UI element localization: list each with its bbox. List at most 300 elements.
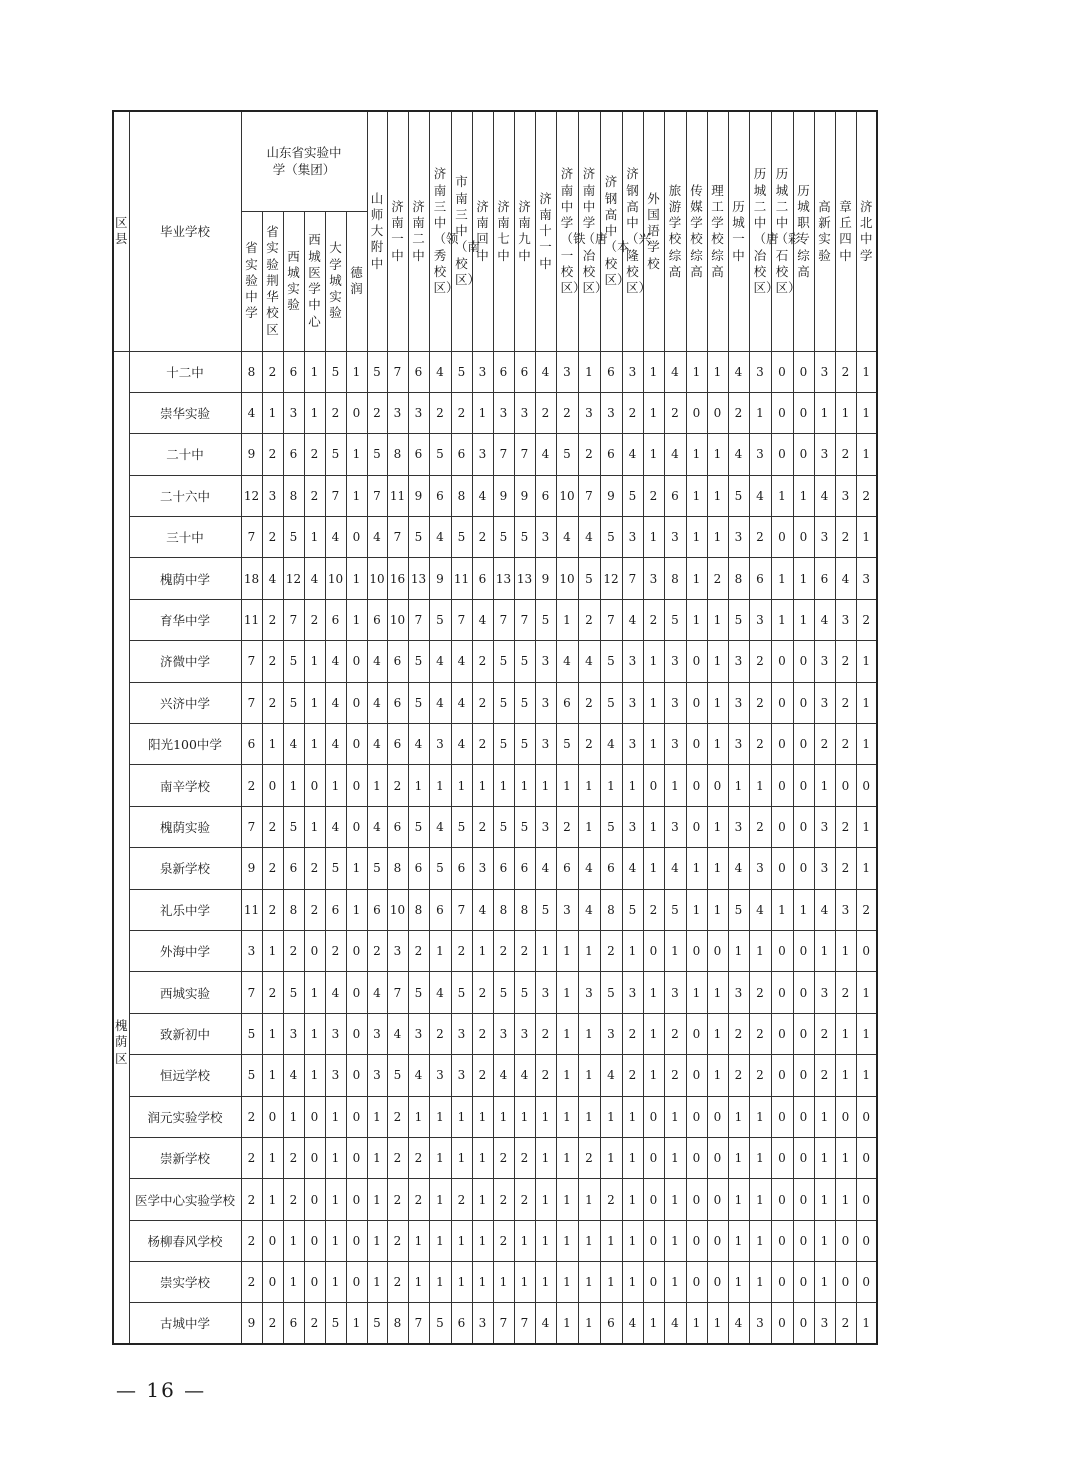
quota-cell: 4: [429, 972, 451, 1013]
group-header-label: 山东省实验中学（集团）: [266, 145, 342, 178]
quota-cell: 4: [325, 724, 346, 765]
quota-cell: 5: [429, 599, 451, 640]
quota-cell: 4: [367, 682, 387, 723]
quota-cell: 3: [535, 972, 556, 1013]
quota-cell: 6: [408, 351, 429, 392]
quota-cell: 3: [578, 972, 600, 1013]
quota-cell: 2: [451, 930, 472, 971]
quota-cell: 1: [283, 1220, 304, 1261]
quota-cell: 4: [472, 475, 493, 516]
quota-cell: 3: [814, 641, 835, 682]
column-header: [387, 111, 408, 351]
quota-cell: 1: [643, 434, 664, 475]
quota-cell: 1: [643, 392, 664, 433]
quota-cell: 1: [346, 599, 367, 640]
table-row: [113, 806, 877, 847]
quota-cell: 0: [771, 1137, 793, 1178]
quota-cell: 1: [472, 1220, 493, 1261]
quota-cell: 3: [325, 1013, 346, 1054]
quota-cell: 3: [472, 434, 493, 475]
quota-cell: 5: [408, 682, 429, 723]
quota-cell: 5: [367, 351, 387, 392]
quota-cell: 5: [600, 682, 622, 723]
quota-cell: 1: [346, 475, 367, 516]
quota-cell: 3: [493, 392, 514, 433]
quota-cell: 7: [408, 1303, 429, 1344]
quota-cell: 0: [707, 930, 728, 971]
quota-cell: 1: [814, 930, 835, 971]
column-header: [367, 111, 387, 351]
quota-cell: 2: [472, 806, 493, 847]
school-name-cell: 崇新学校: [129, 1137, 241, 1178]
column-header-label: 济南回中: [476, 198, 489, 263]
quota-cell: 0: [856, 1096, 877, 1137]
quota-cell: 5: [600, 806, 622, 847]
quota-cell: 2: [535, 1013, 556, 1054]
school-name-cell: 三十中: [129, 517, 241, 558]
quota-cell: 0: [771, 1179, 793, 1220]
quota-cell: 10: [556, 558, 578, 599]
quota-cell: 0: [686, 806, 707, 847]
column-header: [749, 111, 779, 351]
quota-cell: 1: [771, 475, 793, 516]
quota-cell: 1: [749, 930, 771, 971]
quota-cell: 18: [241, 558, 262, 599]
quota-cell: 3: [814, 848, 835, 889]
quota-cell: 1: [429, 1137, 451, 1178]
quota-cell: 7: [241, 972, 262, 1013]
quota-cell: 1: [451, 1096, 472, 1137]
quota-cell: 1: [556, 1179, 578, 1220]
quota-cell: 4: [556, 641, 578, 682]
quota-cell: 3: [283, 1013, 304, 1054]
quota-cell: 0: [835, 1262, 856, 1303]
quota-cell: 3: [262, 475, 283, 516]
quota-cell: 3: [622, 351, 643, 392]
quota-cell: 1: [262, 392, 283, 433]
quota-cell: 4: [367, 972, 387, 1013]
quota-cell: 5: [325, 351, 346, 392]
quota-cell: 1: [835, 930, 856, 971]
quota-cell: 0: [856, 1262, 877, 1303]
quota-cell: 0: [262, 765, 283, 806]
quota-cell: 1: [472, 1262, 493, 1303]
quota-cell: 1: [408, 1096, 429, 1137]
quota-cell: 1: [643, 724, 664, 765]
quota-cell: 1: [451, 1220, 472, 1261]
quota-cell: 1: [643, 806, 664, 847]
quota-cell: 1: [556, 599, 578, 640]
quota-cell: 2: [535, 1055, 556, 1096]
table-row: [113, 392, 877, 433]
quota-cell: 1: [664, 930, 686, 971]
quota-cell: 3: [814, 1303, 835, 1344]
quota-cell: 0: [793, 1179, 814, 1220]
quota-cell: 0: [346, 392, 367, 433]
quota-cell: 2: [429, 392, 451, 433]
quota-cell: 2: [835, 434, 856, 475]
school-header-label: 毕业学校: [159, 224, 210, 240]
quota-cell: 4: [283, 1055, 304, 1096]
quota-cell: 6: [367, 889, 387, 930]
quota-cell: 2: [472, 682, 493, 723]
quota-cell: 2: [814, 1013, 835, 1054]
quota-cell: 2: [472, 1055, 493, 1096]
quota-cell: 2: [325, 930, 346, 971]
quota-cell: 0: [643, 1262, 664, 1303]
quota-cell: 1: [686, 434, 707, 475]
quota-cell: 1: [622, 930, 643, 971]
quota-cell: 0: [707, 1137, 728, 1178]
quota-cell: 0: [346, 641, 367, 682]
quota-cell: 2: [472, 517, 493, 558]
column-header-label: 济南一中: [391, 198, 404, 263]
quota-cell: 12: [600, 558, 622, 599]
quota-cell: 6: [493, 848, 514, 889]
quota-cell: 3: [728, 972, 749, 1013]
quota-cell: 1: [578, 1055, 600, 1096]
school-name-cell: 杨柳春风学校: [129, 1220, 241, 1261]
quota-cell: 9: [241, 434, 262, 475]
quota-cell: 2: [262, 848, 283, 889]
quota-cell: 2: [749, 517, 771, 558]
quota-cell: 2: [578, 1137, 600, 1178]
quota-cell: 1: [514, 1262, 535, 1303]
quota-cell: 1: [493, 1262, 514, 1303]
quota-cell: 1: [856, 351, 877, 392]
quota-cell: 0: [771, 517, 793, 558]
quota-cell: 0: [793, 765, 814, 806]
quota-cell: 6: [429, 889, 451, 930]
quota-cell: 4: [600, 1055, 622, 1096]
quota-cell: 1: [856, 806, 877, 847]
quota-cell: 2: [493, 1220, 514, 1261]
quota-cell: 5: [622, 475, 643, 516]
quota-cell: 5: [578, 558, 600, 599]
quota-cell: 0: [346, 806, 367, 847]
quota-cell: 1: [578, 1013, 600, 1054]
quota-cell: 1: [578, 351, 600, 392]
quota-cell: 2: [835, 972, 856, 1013]
quota-cell: 2: [262, 434, 283, 475]
quota-cell: 1: [578, 1262, 600, 1303]
column-header-label: 历城职专综高: [797, 182, 810, 279]
column-header: [451, 111, 480, 351]
quota-cell: 1: [262, 724, 283, 765]
quota-cell: 0: [707, 765, 728, 806]
quota-cell: 3: [814, 351, 835, 392]
quota-cell: 3: [556, 351, 578, 392]
column-header-label: 历城一中: [732, 198, 745, 263]
quota-cell: 5: [283, 517, 304, 558]
quota-cell: 6: [387, 806, 408, 847]
quota-cell: 4: [325, 641, 346, 682]
column-header-label: 济南中学（唐冶校区）: [582, 166, 608, 295]
quota-cell: 2: [387, 1220, 408, 1261]
quota-cell: 5: [451, 351, 472, 392]
quota-cell: 3: [728, 724, 749, 765]
table-row: [113, 765, 877, 806]
group-subcolumn-header: [283, 211, 304, 351]
quota-cell: 2: [304, 889, 325, 930]
quota-cell: 2: [472, 972, 493, 1013]
quota-cell: 2: [262, 889, 283, 930]
quota-cell: 4: [664, 434, 686, 475]
quota-cell: 7: [514, 1303, 535, 1344]
table-row: [113, 641, 877, 682]
quota-cell: 1: [408, 1220, 429, 1261]
quota-cell: 13: [493, 558, 514, 599]
quota-cell: 4: [367, 517, 387, 558]
quota-cell: 2: [367, 392, 387, 433]
quota-cell: 2: [262, 682, 283, 723]
quota-cell: 5: [600, 972, 622, 1013]
quota-cell: 1: [622, 1220, 643, 1261]
quota-cell: 2: [262, 1303, 283, 1344]
quota-cell: 1: [578, 806, 600, 847]
quota-cell: 1: [814, 1262, 835, 1303]
school-name-cell: 外海中学: [129, 930, 241, 971]
quota-cell: 4: [408, 724, 429, 765]
quota-cell: 4: [429, 351, 451, 392]
quota-cell: 11: [451, 558, 472, 599]
quota-cell: 1: [472, 930, 493, 971]
table-row: [113, 889, 877, 930]
quota-cell: 1: [451, 1262, 472, 1303]
quota-cell: 2: [283, 1179, 304, 1220]
school-name-cell: 二十六中: [129, 475, 241, 516]
quota-cell: 5: [514, 641, 535, 682]
quota-cell: 2: [814, 1055, 835, 1096]
school-name-cell: 礼乐中学: [129, 889, 241, 930]
quota-cell: 2: [387, 1179, 408, 1220]
column-header-label: 历城二中（彩石校区）: [775, 166, 801, 295]
quota-cell: 2: [262, 517, 283, 558]
quota-cell: 16: [387, 558, 408, 599]
quota-cell: 2: [387, 1137, 408, 1178]
quota-cell: 5: [493, 806, 514, 847]
column-header: [664, 111, 686, 351]
quota-cell: 4: [622, 1303, 643, 1344]
quota-cell: 10: [387, 889, 408, 930]
quota-cell: 5: [283, 972, 304, 1013]
quota-cell: 9: [514, 475, 535, 516]
quota-cell: 4: [578, 889, 600, 930]
quota-cell: 5: [325, 434, 346, 475]
quota-cell: 0: [856, 1137, 877, 1178]
quota-cell: 8: [493, 889, 514, 930]
quota-cell: 5: [451, 972, 472, 1013]
district-header-label: 区县: [114, 215, 128, 247]
group-subcolumn-label: 省实验中学: [245, 240, 258, 321]
quota-cell: 4: [728, 434, 749, 475]
quota-cell: 3: [856, 558, 877, 599]
quota-cell: 1: [664, 1137, 686, 1178]
quota-cell: 5: [241, 1013, 262, 1054]
quota-cell: 1: [749, 392, 771, 433]
column-header-label: 济南二中: [412, 198, 425, 263]
quota-cell: 0: [686, 765, 707, 806]
quota-cell: 1: [856, 392, 877, 433]
quota-cell: 1: [304, 351, 325, 392]
group-subcolumn-label: 大学城实验: [329, 240, 342, 321]
quota-cell: 3: [556, 889, 578, 930]
quota-cell: 8: [600, 889, 622, 930]
quota-cell: 3: [367, 1055, 387, 1096]
table-row: [113, 1137, 877, 1178]
quota-cell: 3: [835, 599, 856, 640]
quota-cell: 1: [664, 765, 686, 806]
quota-cell: 4: [325, 806, 346, 847]
quota-cell: 4: [814, 475, 835, 516]
quota-cell: 2: [241, 1096, 262, 1137]
quota-cell: 5: [493, 517, 514, 558]
quota-cell: 1: [728, 1096, 749, 1137]
quota-cell: 3: [664, 724, 686, 765]
quota-cell: 2: [578, 724, 600, 765]
column-header: [556, 111, 586, 351]
quota-cell: 0: [771, 972, 793, 1013]
quota-cell: 6: [514, 351, 535, 392]
quota-cell: 3: [622, 972, 643, 1013]
quota-cell: 2: [304, 475, 325, 516]
quota-cell: 1: [707, 517, 728, 558]
quota-cell: 2: [262, 641, 283, 682]
quota-cell: 1: [556, 1220, 578, 1261]
quota-cell: 3: [728, 641, 749, 682]
quota-cell: 1: [451, 765, 472, 806]
quota-cell: 1: [749, 1096, 771, 1137]
quota-cell: 1: [514, 765, 535, 806]
quota-cell: 4: [664, 1303, 686, 1344]
quota-cell: 0: [793, 1013, 814, 1054]
quota-cell: 4: [535, 848, 556, 889]
quota-cell: 6: [387, 641, 408, 682]
quota-cell: 1: [664, 1096, 686, 1137]
quota-cell: 1: [664, 1220, 686, 1261]
column-header-label: 历城二中（唐冶校区）: [753, 166, 779, 295]
quota-cell: 4: [367, 806, 387, 847]
quota-cell: 9: [241, 1303, 262, 1344]
school-name-cell: 恒远学校: [129, 1055, 241, 1096]
quota-cell: 2: [304, 848, 325, 889]
quota-cell: 13: [408, 558, 429, 599]
quota-cell: 4: [622, 434, 643, 475]
quota-cell: 5: [514, 517, 535, 558]
quota-cell: 2: [749, 1055, 771, 1096]
quota-cell: 1: [771, 599, 793, 640]
quota-cell: 2: [241, 1179, 262, 1220]
quota-cell: 8: [283, 889, 304, 930]
quota-cell: 5: [514, 682, 535, 723]
quota-cell: 1: [707, 724, 728, 765]
quota-cell: 0: [771, 1096, 793, 1137]
quota-cell: 3: [451, 1013, 472, 1054]
quota-cell: 2: [472, 641, 493, 682]
quota-cell: 1: [367, 1096, 387, 1137]
quota-cell: 1: [793, 558, 814, 599]
quota-cell: 0: [643, 930, 664, 971]
column-header-label: 市南三中（南校区）: [454, 174, 480, 287]
quota-cell: 3: [472, 1303, 493, 1344]
quota-cell: 1: [793, 475, 814, 516]
quota-cell: 4: [728, 1303, 749, 1344]
school-name-cell: 致新初中: [129, 1013, 241, 1054]
quota-cell: 2: [283, 930, 304, 971]
quota-cell: 1: [686, 558, 707, 599]
quota-cell: 6: [387, 724, 408, 765]
quota-cell: 4: [749, 889, 771, 930]
quota-cell: 1: [304, 392, 325, 433]
quota-cell: 4: [367, 724, 387, 765]
quota-cell: 2: [429, 1013, 451, 1054]
quota-cell: 1: [304, 972, 325, 1013]
quota-cell: 10: [556, 475, 578, 516]
quota-cell: 0: [686, 1013, 707, 1054]
quota-cell: 0: [346, 1220, 367, 1261]
quota-cell: 2: [535, 392, 556, 433]
column-header-label: 外国语学校: [647, 190, 660, 271]
quota-cell: 4: [325, 517, 346, 558]
quota-cell: 0: [771, 392, 793, 433]
quota-cell: 3: [514, 392, 535, 433]
quota-cell: 1: [643, 1013, 664, 1054]
quota-cell: 1: [304, 806, 325, 847]
quota-cell: 6: [535, 475, 556, 516]
quota-cell: 7: [241, 641, 262, 682]
quota-cell: 1: [367, 1137, 387, 1178]
quota-cell: 0: [686, 1055, 707, 1096]
quota-cell: 0: [771, 930, 793, 971]
quota-cell: 2: [728, 1013, 749, 1054]
quota-cell: 1: [856, 517, 877, 558]
quota-cell: 7: [493, 434, 514, 475]
quota-cell: 1: [707, 351, 728, 392]
quota-cell: 7: [493, 599, 514, 640]
quota-cell: 7: [367, 475, 387, 516]
quota-cell: 4: [429, 641, 451, 682]
quota-cell: 5: [514, 806, 535, 847]
quota-cell: 1: [556, 1262, 578, 1303]
quota-cell: 1: [304, 641, 325, 682]
quota-cell: 1: [856, 682, 877, 723]
quota-cell: 0: [793, 848, 814, 889]
quota-cell: 1: [643, 1303, 664, 1344]
school-name-cell: 阳光100中学: [129, 724, 241, 765]
quota-cell: 0: [707, 392, 728, 433]
quota-cell: 0: [304, 1262, 325, 1303]
column-header-label: 济南中学（铁一校区）: [560, 166, 586, 295]
quota-cell: 4: [325, 972, 346, 1013]
quota-cell: 11: [387, 475, 408, 516]
quota-cell: 1: [749, 1137, 771, 1178]
quota-cell: 2: [262, 599, 283, 640]
quota-cell: 0: [771, 1013, 793, 1054]
quota-cell: 2: [643, 475, 664, 516]
school-name-cell: 润元实验学校: [129, 1096, 241, 1137]
quota-cell: 11: [241, 889, 262, 930]
quota-cell: 2: [835, 1303, 856, 1344]
quota-cell: 2: [241, 1262, 262, 1303]
quota-cell: 3: [814, 434, 835, 475]
quota-cell: 0: [643, 1179, 664, 1220]
quota-cell: 6: [367, 599, 387, 640]
quota-cell: 1: [686, 1303, 707, 1344]
quota-cell: 1: [472, 1137, 493, 1178]
quota-cell: 0: [793, 434, 814, 475]
school-name-cell: 古城中学: [129, 1303, 241, 1344]
quota-cell: 7: [493, 1303, 514, 1344]
